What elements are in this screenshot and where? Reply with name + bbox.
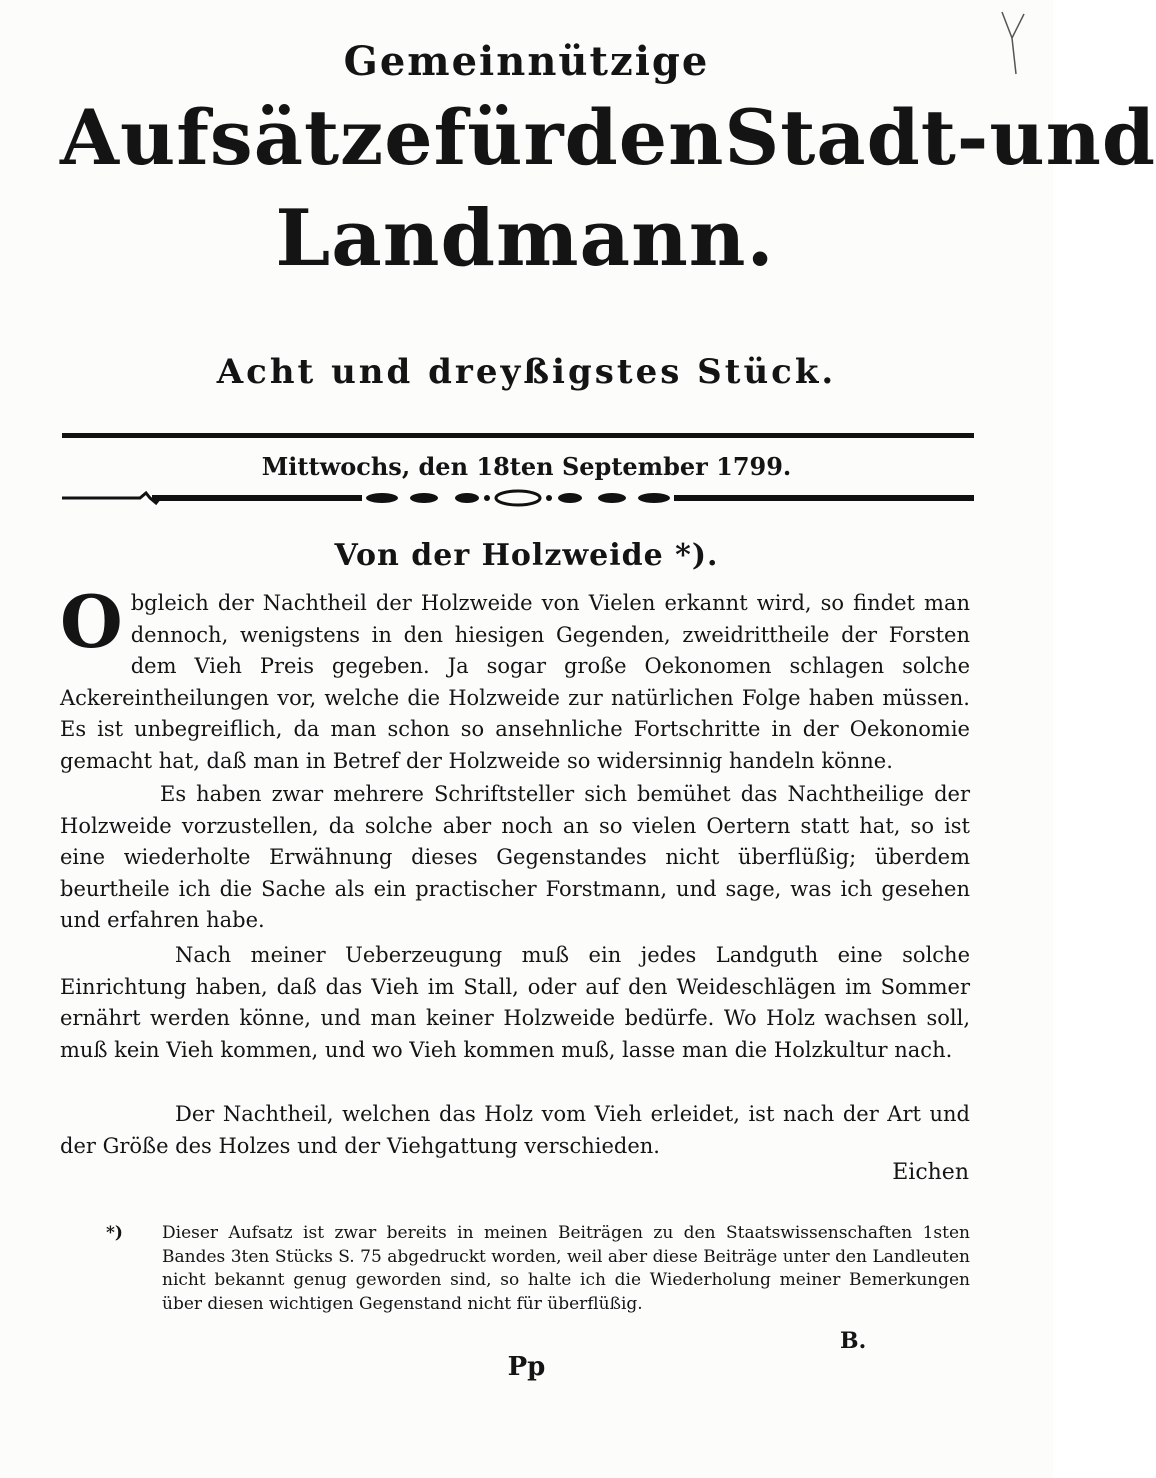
issue-number: Acht und dreyßigstes Stück.	[216, 352, 837, 392]
paragraph-text: Es haben zwar mehrere Schriftsteller sich bemühet das Nachtheilige der Holzweide vorzustellen, da solche aber noch an so vielen Oertern statt hat, so ist eine wiederholte Erwähnung dieses Gegenstandes nicht überflüßig; überdem beurtheile ich die Sache als ein practischer Forstmann, und sage, was ich gesehen und erfahren habe.	[60, 782, 970, 933]
masthead-title-line-1	[60, 93, 1156, 182]
paragraph-text: bgleich der Nachtheil der Holzweide von Vielen erkannt wird, so findet man dennoch, wenigstens in den hiesigen Gegenden, zweidrittheile der Forsten dem Vieh Preis gegeben. Ja sogar große Oekonomen schlagen solche Ackereintheilungen vor, welche die Holzweide zur natürlichen Folge haben müssen. Es ist unbegreiflich, da man schon so ansehnliche Fortschritte in der Oekonomie gemacht hat, daß man in Betref der Holzweide so widersinnig handeln könne.	[60, 591, 970, 773]
top-rule	[62, 433, 974, 438]
masthead-title-line-2: Landmann.	[275, 193, 775, 284]
footnote	[106, 1222, 970, 1316]
footnote-text: Dieser Aufsatz ist zwar bereits in meinen Beiträgen zu den Staatswissenschaften 1sten Bandes 3ten Stücks S. 75 abgedruckt worden, weil aber diese Beiträge unter den Landleuten nicht bekannt genug geworden sind, so halte ich die Wiederholung meiner Bemerkungen über diesen wichtigen Gegenstand nicht für überflüßig.	[162, 1223, 970, 1314]
article-paragraph	[60, 940, 970, 1066]
footnote-marker: *)	[106, 1223, 123, 1243]
issue-date: Mittwochs, den 18ten September 1799.	[261, 452, 792, 481]
paragraph-text: Der Nachtheil, welchen das Holz vom Vieh erleidet, ist nach der Art und der Größe des Holzes und der Viehgattung verschieden.	[60, 1102, 970, 1158]
masthead-word: und	[989, 93, 1156, 182]
article-paragraph	[60, 1099, 970, 1162]
printer-signature-mark: Pp	[507, 1352, 546, 1382]
drop-cap: O	[60, 579, 123, 664]
masthead-word: für	[433, 93, 565, 182]
article-title: Von der Holzweide *).	[334, 538, 719, 573]
article-paragraph	[60, 579, 970, 778]
footnote-signature: B.	[840, 1328, 867, 1354]
masthead-word: Aufsätze	[60, 93, 434, 182]
paragraph-text: Nach meiner Ueberzeugung muß ein jedes Landguth eine solche Einrichtung haben, daß das Vieh im Stall, oder auf den Weideschlägen im Sommer ernährt werden könne, und man keiner Holzweide bedürfe. Wo Holz wachsen soll, muß kein Vieh kommen, und wo Vieh kommen muß, lasse man die Holzkultur nach.	[60, 943, 970, 1062]
masthead-word: Stadt-	[724, 93, 990, 182]
masthead-word: den	[564, 93, 725, 182]
masthead-subtitle: Gemeinnützige	[343, 38, 710, 85]
ornamental-rule	[62, 487, 974, 509]
article-paragraph	[60, 779, 970, 937]
catchword: Eichen	[892, 1160, 969, 1185]
